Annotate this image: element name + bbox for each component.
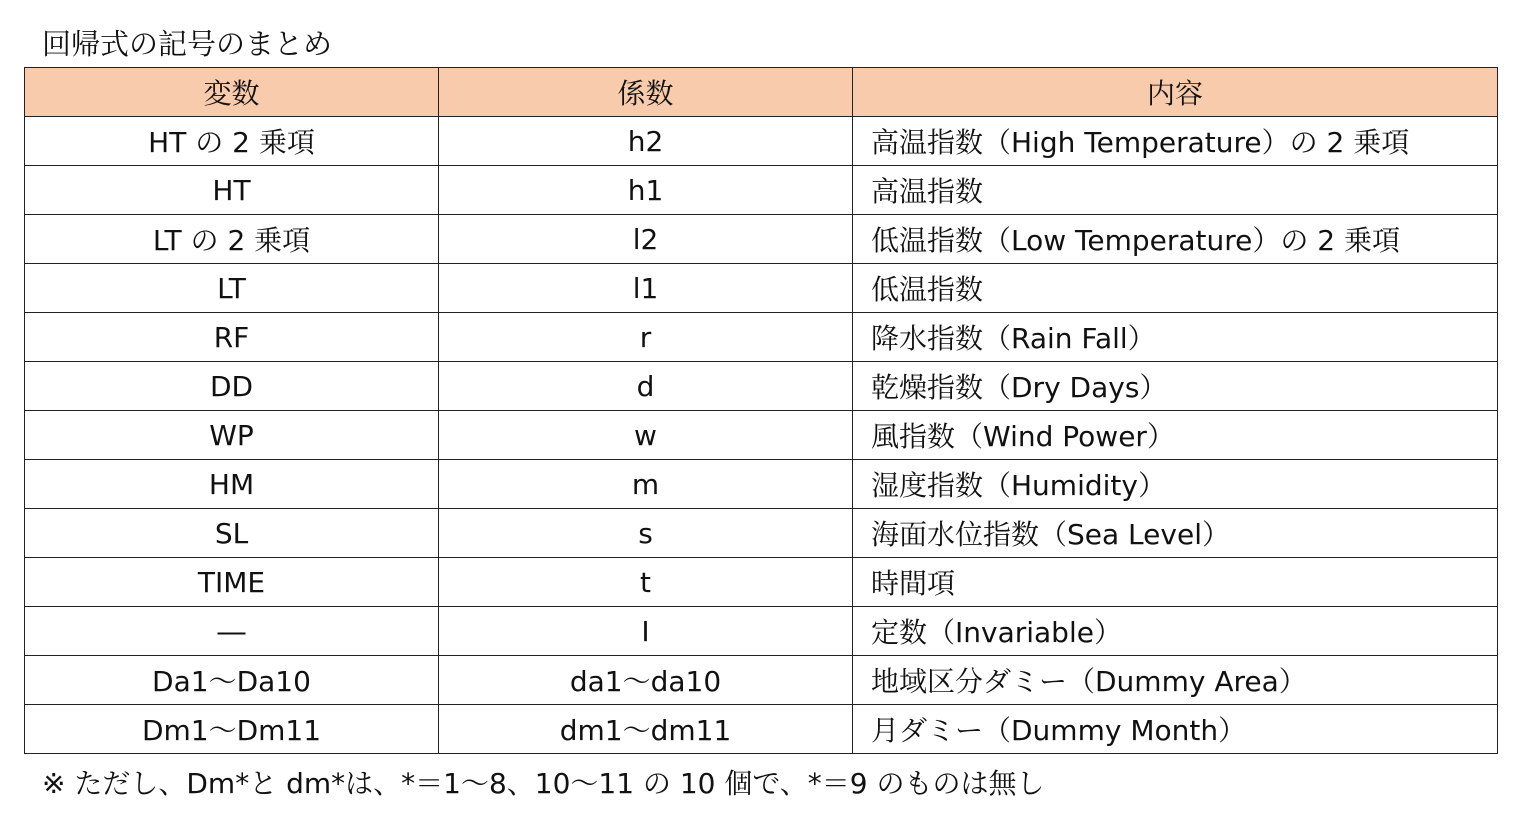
cell-coefficient: t [439, 558, 853, 607]
cell-coefficient: m [439, 460, 853, 509]
cell-description: 高温指数（High Temperature）の 2 乗項 [853, 117, 1498, 166]
page-title: 回帰式の記号のまとめ [42, 27, 333, 61]
cell-coefficient: h1 [439, 166, 853, 215]
cell-description: 降水指数（Rain Fall） [853, 313, 1498, 362]
cell-variable: SL [25, 509, 439, 558]
cell-description: 海面水位指数（Sea Level） [853, 509, 1498, 558]
footnote: ※ ただし、Dm*と dm*は、*＝1～8、10～11 の 10 個で、*＝9 のものは無し [42, 767, 1045, 800]
cell-variable: HT の 2 乗項 [25, 117, 439, 166]
cell-coefficient: da1～da10 [439, 656, 853, 705]
cell-variable: DD [25, 362, 439, 411]
table-row [25, 656, 1498, 705]
cell-description: 風指数（Wind Power） [853, 411, 1498, 460]
cell-coefficient: d [439, 362, 853, 411]
cell-description: 高温指数 [853, 166, 1498, 215]
cell-coefficient: r [439, 313, 853, 362]
table-row [25, 313, 1498, 362]
cell-variable: ― [25, 607, 439, 656]
table-row [25, 705, 1498, 754]
table-row [25, 607, 1498, 656]
header-description: 内容 [853, 68, 1498, 117]
cell-coefficient: dm1～dm11 [439, 705, 853, 754]
header-coefficient: 係数 [439, 68, 853, 117]
cell-coefficient: l1 [439, 264, 853, 313]
table-row [25, 460, 1498, 509]
cell-description: 低温指数 [853, 264, 1498, 313]
cell-coefficient: s [439, 509, 853, 558]
cell-variable: LT の 2 乗項 [25, 215, 439, 264]
table-row [25, 264, 1498, 313]
table-row [25, 166, 1498, 215]
cell-variable: LT [25, 264, 439, 313]
cell-variable: HT [25, 166, 439, 215]
cell-description: 定数（Invariable） [853, 607, 1498, 656]
table-row [25, 117, 1498, 166]
cell-coefficient: I [439, 607, 853, 656]
table-row [25, 558, 1498, 607]
cell-variable: Dm1～Dm11 [25, 705, 439, 754]
table-row [25, 509, 1498, 558]
header-variable: 変数 [25, 68, 439, 117]
cell-description: 湿度指数（Humidity） [853, 460, 1498, 509]
cell-description: 低温指数（Low Temperature）の 2 乗項 [853, 215, 1498, 264]
cell-coefficient: l2 [439, 215, 853, 264]
cell-variable: RF [25, 313, 439, 362]
table-row [25, 362, 1498, 411]
symbol-table [24, 67, 1498, 754]
cell-description: 時間項 [853, 558, 1498, 607]
cell-description: 月ダミー（Dummy Month） [853, 705, 1498, 754]
cell-variable: Da1～Da10 [25, 656, 439, 705]
cell-coefficient: h2 [439, 117, 853, 166]
table-row [25, 411, 1498, 460]
cell-description: 乾燥指数（Dry Days） [853, 362, 1498, 411]
table-header-row [25, 68, 1498, 117]
cell-variable: HM [25, 460, 439, 509]
cell-variable: TIME [25, 558, 439, 607]
cell-variable: WP [25, 411, 439, 460]
table-row [25, 215, 1498, 264]
cell-coefficient: w [439, 411, 853, 460]
cell-description: 地域区分ダミー（Dummy Area） [853, 656, 1498, 705]
